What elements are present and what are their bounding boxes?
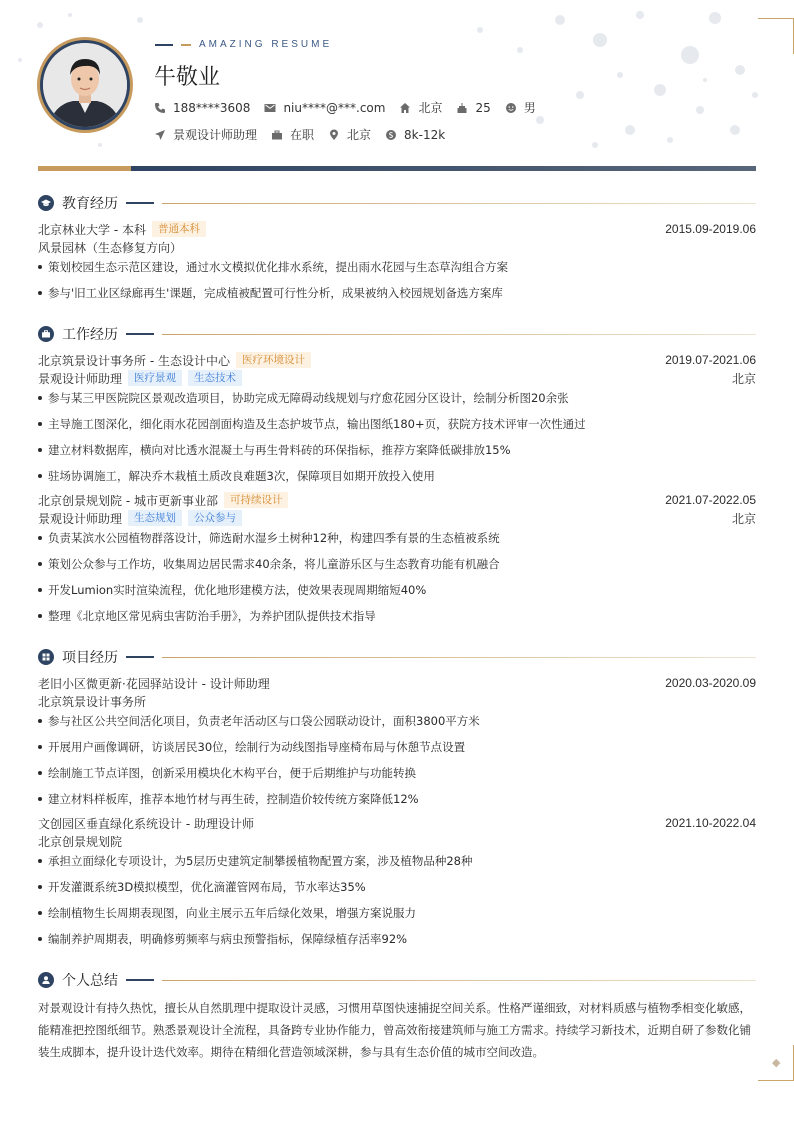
work-city: 北京 (731, 511, 756, 526)
skill-tag: 生态技术 (188, 370, 242, 386)
work-header-row (38, 492, 756, 508)
graduation-cap-icon (41, 198, 51, 208)
list-item: 绘制植物生长周期表现图，向业主展示五年后绿化效果，增强方案说服力 (38, 905, 756, 921)
list-item: 开展用户画像调研，访谈居民30位，绘制行为动线图指导座椅布局与休憩节点设置 (38, 739, 756, 755)
education-header-row (38, 221, 756, 237)
location-text: 北京 (418, 101, 443, 115)
gender-info (505, 99, 536, 116)
list-item: 承担立面绿化专项设计，为5层历史建筑定制攀援植物配置方案，涉及植物品种28种 (38, 853, 756, 869)
education-date: 2015.09-2019.06 (665, 222, 756, 236)
section-title-summary: 个人总结 (38, 970, 756, 990)
cake-icon (456, 102, 468, 114)
salary-info (385, 128, 445, 142)
work-role-row (38, 510, 756, 526)
list-item: 驻场协调施工，解决乔木栽植土质改良难题3次，保障项目如期开放投入使用 (38, 468, 756, 484)
list-item: 开发灌溉系统3D模拟模型，优化滴灌管网布局，节水率达35% (38, 879, 756, 895)
age-text: 25 (475, 100, 491, 115)
role-text: 景观设计师助理 (38, 511, 123, 526)
avatar-photo (43, 43, 127, 127)
header-divider-bar (38, 166, 756, 171)
work-date: 2021.07-2022.05 (665, 493, 756, 507)
work-city: 北京 (731, 371, 756, 386)
mail-icon (264, 102, 276, 114)
phone-text: 188****3608 (173, 100, 251, 115)
education-major-row (38, 239, 756, 255)
project-header-row (38, 815, 756, 831)
list-item: 建立材料样板库，推荐本地竹材与再生砖，控制造价较传统方案降低12% (38, 791, 756, 807)
list-item: 策划公众参与工作坊，收集周边居民需求40余条，将儿童游乐区与生态教育功能有机融合 (38, 556, 756, 572)
list-item: 编制养护周期表，明确修剪频率与病虫预警指标，保障绿植存活率92% (38, 931, 756, 947)
industry-tag: 可持续设计 (224, 492, 289, 508)
smile-icon (505, 102, 517, 114)
skill-tag: 生态规划 (128, 510, 182, 526)
project-title: 老旧小区微更新·花园驿站设计 - 设计师助理 (38, 676, 270, 691)
target-city-text: 北京 (347, 128, 372, 142)
project-org-row (38, 833, 756, 849)
list-item: 绘制施工节点详图，创新采用模块化木构平台，便于后期维护与功能转换 (38, 765, 756, 781)
candidate-name: 牛敬业 (154, 65, 221, 90)
major-text: 风景园林（生态修复方向） (38, 240, 183, 255)
email-info (264, 101, 385, 115)
list-item: 建立材料数据库，横向对比透水混凝土与再生骨料砖的环保指标，推荐方案降低碳排放15% (38, 442, 756, 458)
work-date: 2019.07-2021.06 (665, 353, 756, 367)
tagline-text: AMAZING RESUME (199, 39, 333, 50)
project-org: 北京筑景设计事务所 (38, 694, 147, 709)
corner-decoration-bottom-right (758, 1045, 794, 1081)
list-item: 参与'旧工业区绿廊再生'课题，完成植被配置可行性分析，成果被纳入校园规划备选方案库 (38, 285, 756, 301)
work-role-row (38, 370, 756, 386)
list-item: 主导施工图深化，细化雨水花园剖面构造及生态护坡节点，输出图纸180+页，获院方技术评审一次性通过 (38, 416, 756, 432)
contact-info-row (154, 99, 550, 116)
list-item: 整理《北京地区常见病虫害防治手册》，为养护团队提供技术指导 (38, 608, 756, 624)
project-org-row (38, 693, 756, 709)
company-name: 北京创景规划院 - 城市更新事业部 (38, 493, 218, 508)
project-org: 北京创景规划院 (38, 834, 123, 849)
phone-icon (154, 102, 166, 114)
target-job-text: 景观设计师助理 (173, 128, 258, 142)
project-date: 2020.03-2020.09 (665, 676, 756, 690)
corner-decoration-top-right (758, 18, 794, 54)
status-text: 在职 (290, 128, 315, 142)
diamond-icon: ◆ (772, 1056, 781, 1069)
list-item: 参与某三甲医院院区景观改造项目，协助完成无障碍动线规划与疗愈花园分区设计，绘制分析图20余张 (38, 390, 756, 406)
project-title: 文创园区垂直绿化系统设计 - 助理设计师 (38, 816, 254, 831)
skill-tag: 公众参与 (188, 510, 242, 526)
section-title-education: 教育经历 (38, 193, 756, 213)
job-intent-row (154, 126, 459, 143)
role-text: 景观设计师助理 (38, 371, 123, 386)
industry-tag: 医疗环境设计 (236, 352, 311, 368)
company-name: 北京筑景设计事务所 - 生态设计中心 (38, 353, 230, 368)
skill-tag: 医疗景观 (128, 370, 182, 386)
section-title-work: 工作经历 (38, 324, 756, 344)
location-info (399, 99, 442, 116)
gender-text: 男 (523, 101, 536, 115)
project-date: 2021.10-2022.04 (665, 816, 756, 830)
target-job-info (154, 126, 257, 143)
school-name: 北京林业大学 - 本科 (38, 222, 146, 237)
list-item: 策划校园生态示范区建设，通过水文模拟优化排水系统，提出雨水花园与生态草沟组合方案 (38, 259, 756, 275)
list-item: 负责某滨水公园植物群落设计，筛选耐水湿乡土树种12种，构建四季有景的生态植被系统 (38, 530, 756, 546)
phone-info (154, 101, 250, 115)
email-text: niu****@***.com (283, 100, 386, 115)
project-header-row (38, 675, 756, 691)
work-header-row (38, 352, 756, 368)
list-item: 参与社区公共空间活化项目，负责老年活动区与口袋公园联动设计，面积3800平方米 (38, 713, 756, 729)
send-icon (154, 129, 166, 141)
map-pin-icon (328, 129, 340, 141)
section-title-projects: 项目经历 (38, 647, 756, 667)
salary-text: 8k-12k (404, 127, 446, 142)
home-icon (399, 102, 411, 114)
grid-icon (41, 652, 51, 662)
degree-tag: 普通本科 (152, 221, 206, 237)
avatar (37, 37, 133, 133)
briefcase-icon (41, 329, 51, 339)
briefcase-icon (271, 129, 283, 141)
money-icon (385, 129, 397, 141)
tagline (155, 39, 332, 50)
list-item: 开发Lumion实时渲染流程，优化地形建模方法，使效果表现周期缩短40% (38, 582, 756, 598)
summary-text: 对景观设计有持久热忱，擅长从自然肌理中提取设计灵感，习惯用草图快速捕捉空间关系。性格严谨细致，对材料质感与植物季相变化敏感，能精准把控图纸细节。熟悉景观设计全流程，具备跨专业协作能力，曾高效衔接建筑师与施工方需求。持续学习新技术，近期自研了参数化铺装生成脚本，提升设计迭代效率。期待在精细化营造领域深耕，参与具有生态价值的城市空间改造。 (38, 1001, 751, 1059)
status-info (271, 126, 314, 143)
age-info (456, 101, 490, 115)
user-icon (41, 975, 51, 985)
target-city-info (328, 126, 371, 143)
